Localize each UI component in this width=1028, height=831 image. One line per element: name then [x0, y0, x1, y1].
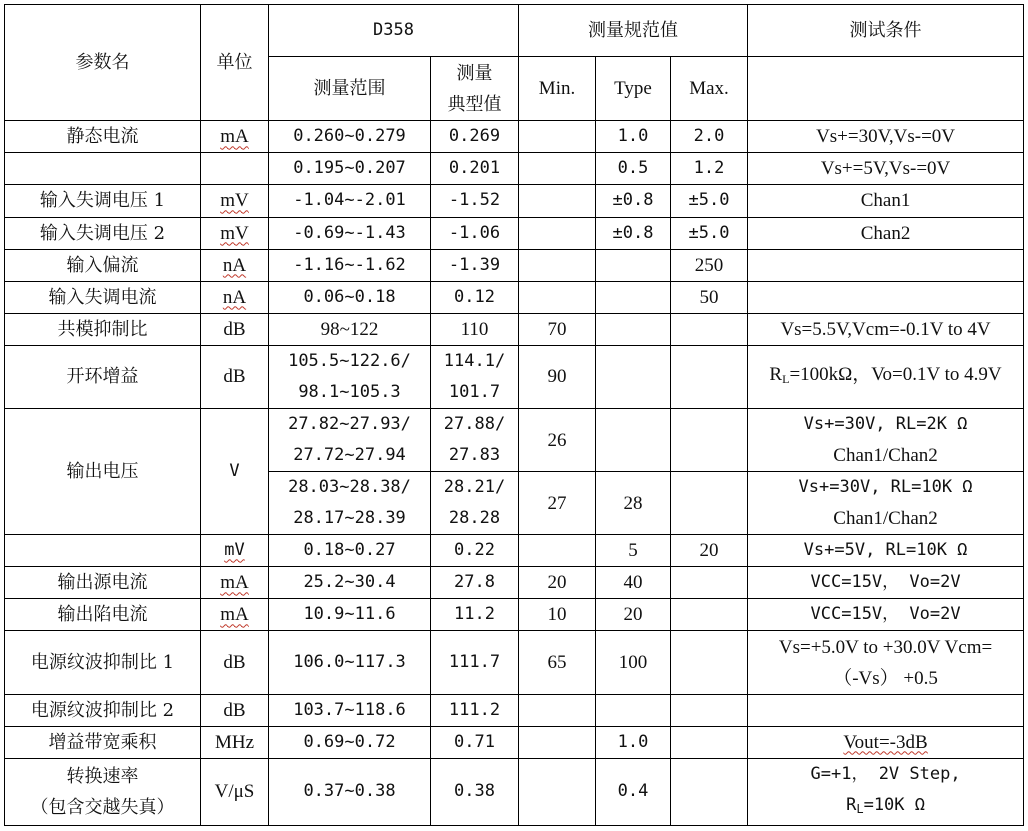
unit-cell: nA	[201, 249, 269, 281]
typical-line1: 28.21/	[443, 477, 506, 498]
range-cell: 0.260~0.279	[269, 121, 431, 153]
param-name	[5, 153, 201, 185]
header-unit: 单位	[201, 5, 269, 121]
param-name: 输入偏流	[5, 249, 201, 281]
param-name-line1: 转换速率	[66, 765, 139, 787]
typical-cell	[431, 408, 519, 471]
type-cell: 28	[596, 472, 671, 535]
typical-cell: 0.38	[431, 758, 519, 825]
header-row-1	[5, 5, 1024, 57]
range-cell: 10.9~11.6	[269, 599, 431, 631]
header-type: Type	[596, 57, 671, 121]
typical-line2: 101.7	[448, 381, 501, 402]
header-device: D358	[269, 5, 519, 57]
spec-table	[4, 4, 1024, 826]
table-row	[5, 408, 1024, 471]
condition-line1: G=+1， 2V Step,	[810, 763, 961, 784]
range-cell: -1.16~-1.62	[269, 249, 431, 281]
max-cell	[671, 313, 748, 345]
min-cell	[519, 694, 596, 726]
type-cell: 100	[596, 631, 671, 694]
unit-cell: mV	[201, 217, 269, 249]
range-cell: 0.195~0.207	[269, 153, 431, 185]
max-cell	[671, 472, 748, 535]
min-cell: 20	[519, 567, 596, 599]
max-cell	[671, 758, 748, 825]
param-name	[5, 535, 201, 567]
range-cell: 103.7~118.6	[269, 694, 431, 726]
min-cell	[519, 535, 596, 567]
condition-line2: Chan1/Chan2	[833, 508, 938, 530]
max-cell: 1.2	[671, 153, 748, 185]
table-row	[5, 726, 1024, 758]
typical-line2: 27.83	[448, 445, 501, 466]
range-cell: 98~122	[269, 313, 431, 345]
range-line1: 105.5~122.6/	[288, 350, 411, 371]
condition-rest: =10K Ω	[863, 794, 925, 815]
min-cell: 27	[519, 472, 596, 535]
min-cell: 65	[519, 631, 596, 694]
range-cell: 0.18~0.27	[269, 535, 431, 567]
header-typical-line1: 测量	[456, 62, 493, 84]
table-row	[5, 313, 1024, 345]
typical-cell: -1.06	[431, 217, 519, 249]
max-cell	[671, 408, 748, 471]
unit-cell: mA	[201, 567, 269, 599]
table-row	[5, 249, 1024, 281]
unit-cell: mV	[201, 185, 269, 217]
range-line1: 27.82~27.93/	[288, 414, 411, 435]
min-cell: 90	[519, 345, 596, 408]
typical-cell: 11.2	[431, 599, 519, 631]
table-row	[5, 121, 1024, 153]
unit-cell: MHz	[201, 726, 269, 758]
table-row	[5, 153, 1024, 185]
condition-cell: Vs+=5V, RL=10K Ω	[748, 535, 1024, 567]
header-condition: 测试条件	[748, 5, 1024, 57]
min-cell	[519, 249, 596, 281]
range-cell	[269, 408, 431, 471]
range-cell	[269, 345, 431, 408]
unit-cell: dB	[201, 631, 269, 694]
range-cell: 25.2~30.4	[269, 567, 431, 599]
typical-line2: 28.28	[448, 508, 501, 529]
header-max: Max.	[671, 57, 748, 121]
param-name: 静态电流	[5, 121, 201, 153]
typical-cell: 0.71	[431, 726, 519, 758]
max-cell: ±5.0	[671, 185, 748, 217]
table-row	[5, 281, 1024, 313]
min-cell	[519, 121, 596, 153]
type-cell	[596, 345, 671, 408]
table-row	[5, 599, 1024, 631]
param-name: 输入失调电流	[5, 281, 201, 313]
unit-cell	[201, 153, 269, 185]
header-param-name: 参数名	[5, 5, 201, 121]
param-name: 输入失调电压 2	[5, 217, 201, 249]
table-row	[5, 567, 1024, 599]
typical-cell: 0.22	[431, 535, 519, 567]
header-min: Min.	[519, 57, 596, 121]
min-cell: 70	[519, 313, 596, 345]
max-cell: 20	[671, 535, 748, 567]
typical-cell: 27.8	[431, 567, 519, 599]
typical-cell	[431, 472, 519, 535]
max-cell: ±5.0	[671, 217, 748, 249]
condition-cell: Chan2	[748, 217, 1024, 249]
type-cell: ±0.8	[596, 217, 671, 249]
header-typical	[431, 57, 519, 121]
condition-r: R	[769, 363, 783, 385]
max-cell: 50	[671, 281, 748, 313]
condition-cell: Vout=-3dB	[748, 726, 1024, 758]
range-cell	[269, 472, 431, 535]
condition-cell: Vs+=5V,Vs-=0V	[748, 153, 1024, 185]
type-cell: 1.0	[596, 121, 671, 153]
typical-cell: 111.7	[431, 631, 519, 694]
type-cell	[596, 249, 671, 281]
range-line2: 28.17~28.39	[293, 508, 406, 529]
condition-rest: =100kΩ，Vo=0.1V to 4.9V	[789, 363, 1002, 385]
condition-line2: （-Vs） +0.5	[833, 667, 938, 689]
type-cell	[596, 694, 671, 726]
condition-cell	[748, 631, 1024, 694]
condition-cell	[748, 758, 1024, 825]
unit-cell: mA	[201, 121, 269, 153]
max-cell	[671, 599, 748, 631]
typical-cell: -1.39	[431, 249, 519, 281]
unit-cell: dB	[201, 694, 269, 726]
max-cell	[671, 694, 748, 726]
max-cell	[671, 345, 748, 408]
max-cell: 2.0	[671, 121, 748, 153]
condition-cell: VCC=15V， Vo=2V	[748, 567, 1024, 599]
header-measured-range: 测量范围	[269, 57, 431, 121]
typical-cell: -1.52	[431, 185, 519, 217]
header-spec: 测量规范值	[519, 5, 748, 57]
unit-cell: mA	[201, 599, 269, 631]
range-cell: 0.37~0.38	[269, 758, 431, 825]
min-cell	[519, 217, 596, 249]
header-condition-blank	[748, 57, 1024, 121]
condition-line1: Vs+=30V, RL=2K Ω	[803, 414, 968, 435]
table-row	[5, 535, 1024, 567]
table-row	[5, 345, 1024, 408]
param-name-line2: （包含交越失真）	[30, 796, 175, 818]
type-cell: 20	[596, 599, 671, 631]
table-row	[5, 217, 1024, 249]
param-name: 输出陷电流	[5, 599, 201, 631]
type-cell: 1.0	[596, 726, 671, 758]
unit-cell: V/μS	[201, 758, 269, 825]
range-line2: 27.72~27.94	[293, 445, 406, 466]
typical-line1: 27.88/	[443, 414, 506, 435]
type-cell	[596, 281, 671, 313]
type-cell	[596, 313, 671, 345]
typical-line1: 114.1/	[443, 350, 506, 371]
typical-cell: 0.269	[431, 121, 519, 153]
min-cell	[519, 185, 596, 217]
min-cell	[519, 281, 596, 313]
condition-line1: Vs+=30V, RL=10K Ω	[798, 477, 973, 498]
max-cell	[671, 567, 748, 599]
condition-line2	[750, 790, 1021, 825]
range-cell: 106.0~117.3	[269, 631, 431, 694]
table-row	[5, 185, 1024, 217]
max-cell	[671, 631, 748, 694]
table-row	[5, 694, 1024, 726]
type-cell: ±0.8	[596, 185, 671, 217]
unit-cell: dB	[201, 313, 269, 345]
condition-line2: Chan1/Chan2	[833, 445, 938, 467]
param-name: 电源纹波抑制比 2	[5, 694, 201, 726]
param-name: 输出源电流	[5, 567, 201, 599]
table-row	[5, 758, 1024, 825]
condition-subscript: L	[856, 801, 864, 816]
typical-cell: 0.201	[431, 153, 519, 185]
condition-cell	[748, 472, 1024, 535]
min-cell	[519, 726, 596, 758]
param-name: 输入失调电压 1	[5, 185, 201, 217]
condition-cell: Vs+=30V,Vs-=0V	[748, 121, 1024, 153]
unit-cell: dB	[201, 345, 269, 408]
param-name: 输出电压	[5, 408, 201, 534]
min-cell	[519, 153, 596, 185]
typical-cell: 111.2	[431, 694, 519, 726]
unit-cell: V	[201, 408, 269, 534]
type-cell: 40	[596, 567, 671, 599]
condition-line1: Vs=+5.0V to +30.0V Vcm=	[778, 636, 993, 658]
range-cell: -1.04~-2.01	[269, 185, 431, 217]
min-cell: 26	[519, 408, 596, 471]
condition-cell	[748, 249, 1024, 281]
param-name: 开环增益	[5, 345, 201, 408]
max-cell: 250	[671, 249, 748, 281]
max-cell	[671, 726, 748, 758]
condition-r: R	[846, 794, 857, 815]
typical-cell	[431, 345, 519, 408]
type-cell	[596, 408, 671, 471]
unit-cell: mV	[201, 535, 269, 567]
min-cell: 10	[519, 599, 596, 631]
condition-cell: VCC=15V， Vo=2V	[748, 599, 1024, 631]
condition-subscript: L	[782, 371, 790, 386]
param-name: 共模抑制比	[5, 313, 201, 345]
range-cell: 0.06~0.18	[269, 281, 431, 313]
condition-cell	[748, 281, 1024, 313]
typical-cell: 0.12	[431, 281, 519, 313]
type-cell: 5	[596, 535, 671, 567]
range-cell: -0.69~-1.43	[269, 217, 431, 249]
min-cell	[519, 758, 596, 825]
table-row	[5, 631, 1024, 694]
unit-cell: nA	[201, 281, 269, 313]
param-name	[5, 758, 201, 825]
typical-cell: 110	[431, 313, 519, 345]
condition-cell	[748, 408, 1024, 471]
param-name: 电源纹波抑制比 1	[5, 631, 201, 694]
type-cell: 0.5	[596, 153, 671, 185]
param-name: 增益带宽乘积	[5, 726, 201, 758]
type-cell: 0.4	[596, 758, 671, 825]
condition-cell: Vs=5.5V,Vcm=-0.1V to 4V	[748, 313, 1024, 345]
condition-cell	[748, 694, 1024, 726]
range-cell: 0.69~0.72	[269, 726, 431, 758]
range-line1: 28.03~28.38/	[288, 477, 411, 498]
header-typical-line2: 典型值	[447, 93, 502, 115]
condition-cell	[748, 345, 1024, 408]
range-line2: 98.1~105.3	[298, 381, 401, 402]
condition-cell: Chan1	[748, 185, 1024, 217]
